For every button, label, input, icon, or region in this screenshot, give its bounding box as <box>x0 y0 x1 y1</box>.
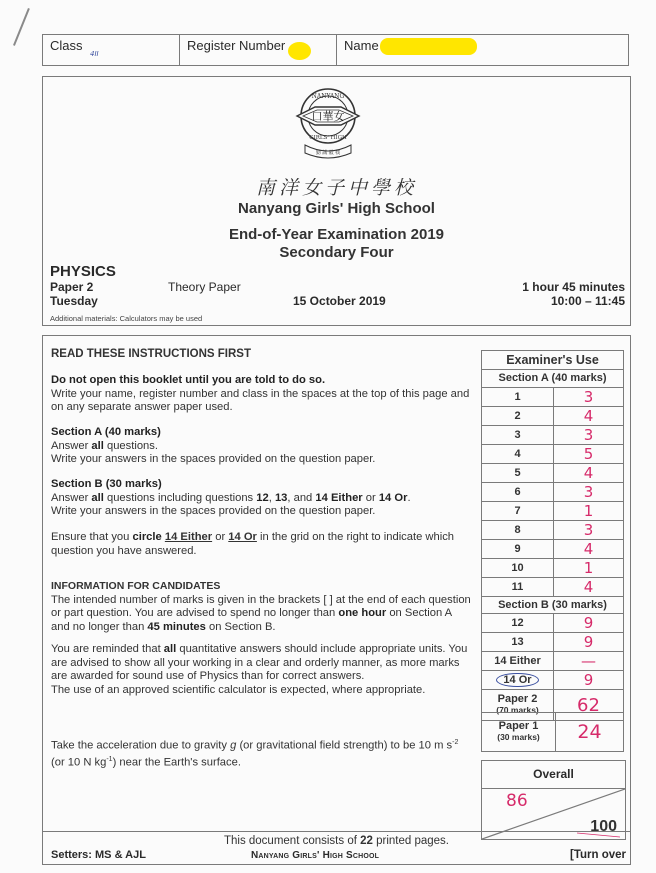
mark-cell[interactable]: 1 <box>554 501 624 520</box>
mark-cell[interactable]: 3 <box>554 520 624 539</box>
paper2-total-mark[interactable]: 62 <box>554 690 624 721</box>
section-b-write-text: Write your answers in the spaces provided on the question paper. <box>51 505 376 517</box>
name-label: Name <box>344 38 379 53</box>
class-label: Class <box>50 38 83 53</box>
paper-type: Theory Paper <box>168 280 241 294</box>
mark-cell[interactable]: 9 <box>554 633 624 652</box>
table-row: 6 3 <box>482 482 624 501</box>
circle-instruction: Ensure that you circle 14 Either or 14 Or in the grid on the right to indicate which question you have answered. <box>51 531 455 557</box>
table-row: 13 9 <box>482 633 624 652</box>
subject: PHYSICS <box>50 263 116 280</box>
section-a-heading: Section A (40 marks) <box>51 426 161 438</box>
exam-title: End-of-Year Examination 2019 <box>228 226 445 243</box>
page-count: This document consists of 22 printed pages. <box>223 835 450 847</box>
paper1-mark[interactable]: 24 <box>556 713 624 752</box>
write-name-text: Write your name, register number and class in the spaces at the top of this page and on any separate answer paper used. <box>51 387 470 413</box>
examiners-use-table <box>481 350 624 721</box>
svg-text:勤 誠 毅 樸: 勤 誠 毅 樸 <box>315 150 341 156</box>
svg-text:NANYANG: NANYANG <box>311 93 345 100</box>
additional-materials: Additional materials: Calculators may be used <box>50 314 203 323</box>
overall-score-box <box>481 760 626 840</box>
register-number-label: Register Number <box>187 38 286 53</box>
table-row: 4 5 <box>482 444 624 463</box>
paper1-table <box>481 712 624 752</box>
instructions-heading: READ THESE INSTRUCTIONS FIRST <box>51 348 251 360</box>
overall-total: 100 <box>590 818 617 835</box>
mark-cell[interactable]: — <box>554 652 624 671</box>
mark-cell[interactable]: 4 <box>554 539 624 558</box>
mark-cell[interactable]: 9 <box>554 671 624 690</box>
svg-text:口華女: 口華女 <box>311 110 345 123</box>
section-a-label: Section A (40 marks) <box>482 370 624 388</box>
overall-label: Overall <box>482 761 625 789</box>
paper1-label: Paper 1 (30 marks) <box>482 713 556 752</box>
overall-mark[interactable]: 86 <box>506 791 528 811</box>
circled-choice: 14 Or <box>496 673 538 687</box>
footer-divider <box>43 831 630 832</box>
table-row: 11 4 <box>482 577 624 596</box>
section-a-write-text: Write your answers in the spaces provided on the question paper. <box>51 453 376 465</box>
mark-cell[interactable]: 5 <box>554 444 624 463</box>
section-b-instructions: Section B (30 marks) Answer all questions including questions 12, 13, and 14 Either or 14 Or. Write your answers in the spaces provided on the question paper. <box>51 478 411 517</box>
table-row: 3 3 <box>482 425 624 444</box>
class-field[interactable] <box>43 35 180 65</box>
exam-duration: 1 hour 45 minutes <box>522 280 625 294</box>
exam-day: Tuesday <box>50 294 98 308</box>
school-crest-icon <box>295 85 361 161</box>
school-name: Nanyang Girls' High School <box>238 200 435 217</box>
pen-mark <box>13 8 30 46</box>
table-row: 10 1 <box>482 558 624 577</box>
class-value: 4II <box>90 50 99 58</box>
mark-cell[interactable]: 1 <box>554 558 624 577</box>
instructions-open-booklet <box>51 374 471 415</box>
mark-cell[interactable]: 3 <box>554 387 624 406</box>
register-number-redaction <box>288 42 311 60</box>
mark-cell[interactable]: 4 <box>554 577 624 596</box>
name-field[interactable] <box>337 35 628 65</box>
student-id-bar <box>42 34 629 66</box>
svg-text:GIRLS' HIGH: GIRLS' HIGH <box>309 135 347 141</box>
turn-over: [Turn over <box>569 849 626 861</box>
exam-header <box>42 76 631 326</box>
q14-or-option[interactable] <box>482 671 554 690</box>
table-row: 8 3 <box>482 520 624 539</box>
setters: Setters: MS & AJL <box>51 849 146 861</box>
instructions-box <box>42 335 631 865</box>
units-reminder: You are reminded that all quantitative answers should include appropriate units. You are advised to show all your working in a clear and orderly manner, as more marks are awarded for sound use of Physics than for correct answers. The use of an approved scientific calculator is expected, where appropriate. <box>51 643 468 696</box>
info-heading: INFORMATION FOR CANDIDATES <box>51 580 221 592</box>
exam-time: 10:00 – 11:45 <box>550 294 625 308</box>
table-row: 12 9 <box>482 614 624 633</box>
information-for-candidates: INFORMATION FOR CANDIDATES The intended number of marks is given in the brackets [ ] at the end of each question or part question. You are advised to spend no longer than one hour on Section A and no longer than 45 minutes on Section B. <box>51 580 471 633</box>
mark-cell[interactable]: 9 <box>554 614 624 633</box>
examiners-use-title: Examiner's Use <box>482 351 624 370</box>
mark-cell[interactable]: 3 <box>554 425 624 444</box>
register-number-field[interactable] <box>180 35 337 65</box>
gravity-note: Take the acceleration due to gravity g (or gravitational field strength) to be 10 m $s^{-2}$ (or 10 N $kg^{-1}$) near the Earth's surface. <box>51 739 459 769</box>
paper-number: Paper 2 <box>50 280 94 294</box>
mark-cell[interactable]: 4 <box>554 406 624 425</box>
q14-either-option[interactable]: 14 Either <box>482 652 554 671</box>
exam-date: 15 October 2019 <box>293 294 386 308</box>
table-row: 9 4 <box>482 539 624 558</box>
table-row <box>482 671 624 690</box>
table-row: 1 3 <box>482 387 624 406</box>
calculator-note: The use of an approved scientific calculator is expected, where appropriate. <box>51 683 426 696</box>
table-row: 7 1 <box>482 501 624 520</box>
exam-level: Secondary Four <box>279 244 394 261</box>
name-redaction <box>380 38 477 55</box>
section-b-label: Section B (30 marks) <box>482 596 624 614</box>
paper2-label: Paper 2 (70 marks) <box>482 690 554 721</box>
table-row <box>482 652 624 671</box>
section-a-instructions: Section A (40 marks) Answer all questions. Write your answers in the spaces provided on the question paper. <box>51 426 376 465</box>
table-row: 5 4 <box>482 463 624 482</box>
do-not-open-text: Do not open this booklet until you are told to do so. <box>51 374 326 386</box>
school-name-chinese: 南洋女子中學校 <box>255 177 417 199</box>
mark-cell[interactable]: 3 <box>554 482 624 501</box>
section-b-heading: Section B (30 marks) <box>51 478 162 490</box>
footer-school-name: Nanyang Girls' High School <box>251 850 380 861</box>
table-row: 2 4 <box>482 406 624 425</box>
mark-cell[interactable]: 4 <box>554 463 624 482</box>
